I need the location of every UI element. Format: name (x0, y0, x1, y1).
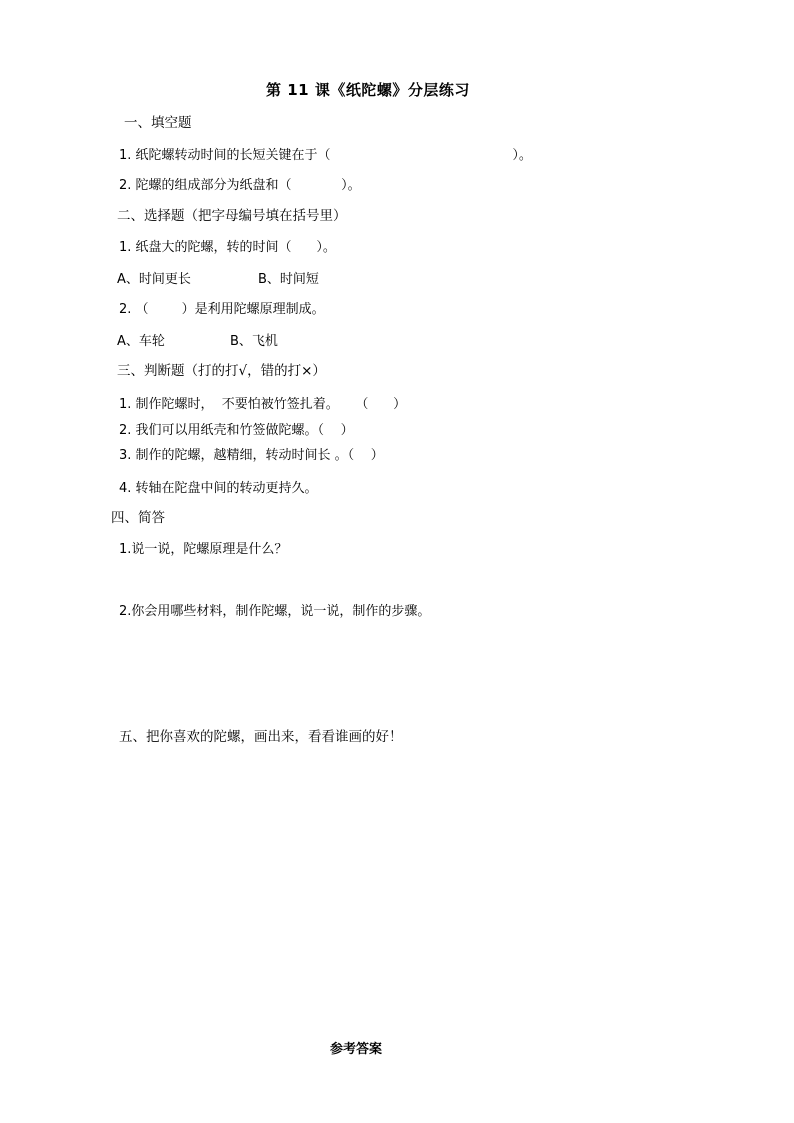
answer-key-heading: 参考答案 (330, 1042, 383, 1057)
choice-question-2-option-b: B、飞机 (230, 334, 278, 349)
page-title: 第 11 课《纸陀螺》分层练习 (266, 81, 470, 99)
true-false-question-2: 2. 我们可以用纸壳和竹签做陀螺。（ ） (119, 423, 354, 438)
choice-question-2-option-a: A、车轮 (117, 334, 165, 349)
fill-blank-question-2: 2. 陀螺的组成部分为纸盘和（ ）。 (119, 178, 361, 193)
section-true-false-heading: 三、判断题（打的打√，错的打×） (117, 363, 326, 379)
choice-question-1-option-b: B、时间短 (258, 272, 319, 287)
true-false-question-4: 4. 转轴在陀盘中间的转动更持久。 (119, 481, 318, 496)
short-answer-question-1: 1.说一说，陀螺原理是什么？ (119, 542, 288, 557)
section-choice-heading: 二、选择题（把字母编号填在括号里） (117, 208, 347, 224)
section-short-answer-heading: 四、简答 (111, 510, 165, 526)
section-fill-blank-heading: 一、填空题 (124, 115, 192, 131)
choice-question-1: 1. 纸盘大的陀螺，转的时间（ ）。 (119, 240, 336, 255)
fill-blank-question-1: 1. 纸陀螺转动时间的长短关键在于（ ）。 (119, 148, 532, 163)
true-false-question-1: 1. 制作陀螺时， 不要怕被竹签扎着。 （ ） (119, 397, 407, 412)
true-false-question-3: 3. 制作的陀螺，越精细，转动时间长 。（ ） (119, 448, 384, 463)
choice-question-2: 2. （ ）是利用陀螺原理制成。 (119, 302, 325, 317)
section-drawing-heading: 五、把你喜欢的陀螺，画出来，看看谁画的好！ (119, 729, 403, 745)
choice-question-1-option-a: A、时间更长 (117, 272, 191, 287)
short-answer-question-2: 2.你会用哪些材料，制作陀螺，说一说，制作的步骤。 (119, 604, 431, 619)
